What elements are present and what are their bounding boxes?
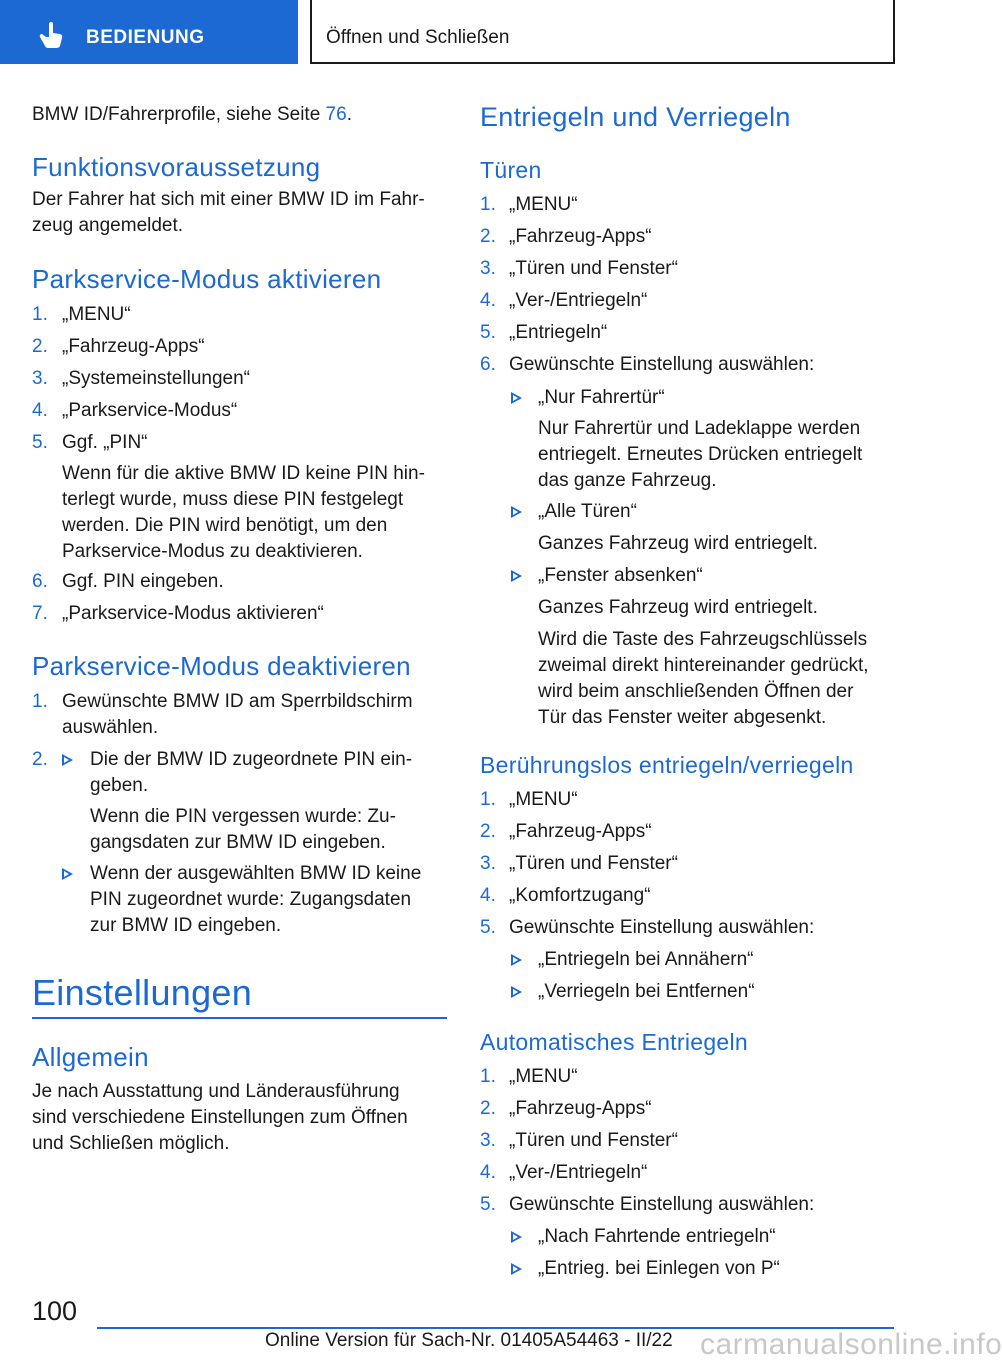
step-text: „MENU“	[509, 789, 578, 810]
heading-tueren: Türen	[480, 157, 542, 183]
step-number: 4.	[480, 1162, 496, 1183]
allgemein-line: und Schließen möglich.	[32, 1133, 230, 1154]
option-text: „Entrieg. bei Einlegen von P“	[538, 1258, 780, 1279]
step-number: 3.	[480, 853, 496, 874]
step-number: 1.	[32, 691, 48, 712]
step-text: „Ver-/Entriegeln“	[509, 290, 648, 311]
option-note: das ganze Fahrzeug.	[538, 470, 717, 491]
bullet-text: Die der BMW ID zugeordnete PIN ein-	[90, 749, 413, 770]
step-text: Ggf. PIN eingeben.	[62, 571, 224, 592]
bullet-triangle-icon	[511, 392, 522, 404]
heading-beruehrungslos: Berührungslos entriegeln/verriegeln	[480, 752, 854, 778]
step-text: Gewünschte BMW ID am Sperrbildschirm	[62, 691, 413, 712]
bullet-triangle-icon	[511, 986, 522, 998]
bullet-text: PIN zugeordnet wurde: Zugangsdaten	[90, 889, 412, 910]
allgemein-line: Je nach Ausstattung und Länderausführung	[32, 1081, 400, 1102]
step-number: 3.	[480, 1130, 496, 1151]
intro-paragraph: BMW ID/Fahrerprofile, siehe Seite 76.	[32, 104, 352, 125]
note-line: Wenn für die aktive BMW ID keine PIN hin-	[62, 463, 425, 484]
option-note: Wird die Taste des Fahrzeugschlüssels	[538, 629, 868, 650]
chapter-title: Öffnen und Schließen	[326, 27, 510, 48]
watermark: carmanualsonline.info	[700, 1328, 1002, 1361]
funktion-line-2: zeug angemeldet.	[32, 215, 184, 236]
step-number: 4.	[480, 290, 496, 311]
note-line: Parkservice-Modus zu deaktivieren.	[62, 541, 363, 562]
bullet-triangle-icon	[62, 754, 73, 766]
option-note: Ganzes Fahrzeug wird entriegelt.	[538, 597, 818, 618]
heading-entriegeln-verriegeln: Entriegeln und Verriegeln	[480, 102, 791, 132]
step-text: „Ver-/Entriegeln“	[509, 1162, 648, 1183]
bullet-triangle-icon	[511, 1231, 522, 1243]
option-note: Ganzes Fahrzeug wird entriegelt.	[538, 533, 818, 554]
step-text: Ggf. „PIN“	[62, 432, 148, 453]
heading-allgemein: Allgemein	[32, 1042, 149, 1072]
bullet-triangle-icon	[511, 506, 522, 518]
step-text: „Systemeinstellungen“	[62, 368, 250, 389]
funktion-line-1: Der Fahrer hat sich mit einer BMW ID im Fahr-	[32, 189, 425, 210]
heading-automatisch: Automatisches Entriegeln	[480, 1029, 749, 1055]
step-number: 5.	[480, 917, 496, 938]
step-number: 6.	[32, 571, 48, 592]
step-number: 1.	[480, 1066, 496, 1087]
chapter-header	[310, 0, 895, 64]
option-text: „Nach Fahrtende entriegeln“	[538, 1226, 776, 1247]
step-text: „Fahrzeug-Apps“	[509, 1098, 652, 1119]
option-text: „Nur Fahrertür“	[538, 387, 665, 408]
step-text: „Fahrzeug-Apps“	[509, 226, 652, 247]
heading-einstellungen: Einstellungen	[32, 972, 253, 1013]
step-number: 7.	[32, 603, 48, 624]
step-number: 5.	[32, 432, 48, 453]
bullet-triangle-icon	[511, 954, 522, 966]
note-line: werden. Die PIN wird benötigt, um den	[62, 515, 388, 536]
option-text: „Fenster absenken“	[538, 565, 703, 586]
bullet-triangle-icon	[511, 1263, 522, 1275]
option-note: Nur Fahrertür und Ladeklappe werden	[538, 418, 861, 439]
step-text: „Komfortzugang“	[509, 885, 651, 906]
step-text: „Türen und Fenster“	[509, 258, 678, 279]
step-text: „Parkservice-Modus aktivieren“	[62, 603, 324, 624]
section-tab	[0, 0, 298, 64]
step-text: Gewünschte Einstellung auswählen:	[509, 1194, 815, 1215]
bullet-text: zur BMW ID eingeben.	[90, 915, 282, 936]
step-text: „Entriegeln“	[509, 322, 608, 343]
heading-funktionsvoraussetzung: Funktionsvoraussetzung	[32, 152, 321, 182]
step-number: 2.	[480, 1098, 496, 1119]
step-text: Gewünschte Einstellung auswählen:	[509, 354, 815, 375]
step-text: Gewünschte Einstellung auswählen:	[509, 917, 815, 938]
step-text: „MENU“	[62, 304, 131, 325]
step-number: 1.	[32, 304, 48, 325]
step-number: 2.	[480, 226, 496, 247]
option-note: zweimal direkt hintereinander gedrückt,	[538, 655, 869, 676]
bullet-note: gangsdaten zur BMW ID eingeben.	[90, 832, 386, 853]
option-note: Tür das Fenster weiter abgesenkt.	[538, 707, 827, 728]
option-text: „Entriegeln bei Annähern“	[538, 949, 754, 970]
step-number: 5.	[480, 1194, 496, 1215]
step-number: 4.	[480, 885, 496, 906]
heading-parkservice-deaktivieren: Parkservice-Modus deaktivieren	[32, 651, 411, 681]
section-label: BEDIENUNG	[86, 27, 205, 48]
option-text: „Alle Türen“	[538, 501, 637, 522]
step-number: 1.	[480, 194, 496, 215]
step-number: 4.	[32, 400, 48, 421]
heading-rule	[32, 1017, 447, 1019]
bullet-note: Wenn die PIN vergessen wurde: Zu-	[90, 806, 396, 827]
note-line: terlegt wurde, muss diese PIN festgelegt	[62, 489, 404, 510]
bullet-triangle-icon	[511, 570, 522, 582]
hand-pointer-icon	[36, 20, 66, 50]
step-number: 2.	[32, 749, 48, 770]
step-text: „Fahrzeug-Apps“	[509, 821, 652, 842]
option-text: „Verriegeln bei Entfernen“	[538, 981, 755, 1002]
option-note: wird beim anschließenden Öffnen der	[538, 681, 854, 702]
step-text: „Türen und Fenster“	[509, 1130, 678, 1151]
step-number: 3.	[480, 258, 496, 279]
step-number: 3.	[32, 368, 48, 389]
footer-version: Online Version für Sach-Nr. 01405A54463 - II/22	[265, 1330, 673, 1351]
option-note: entriegelt. Erneutes Drücken entriegelt	[538, 444, 863, 465]
step-number: 5.	[480, 322, 496, 343]
bullet-triangle-icon	[62, 868, 73, 880]
step-number: 2.	[32, 336, 48, 357]
step-text: „MENU“	[509, 194, 578, 215]
step-text: auswählen.	[62, 717, 159, 738]
step-text: „Türen und Fenster“	[509, 853, 678, 874]
heading-parkservice-aktivieren: Parkservice-Modus aktivieren	[32, 264, 382, 294]
step-text: „Fahrzeug-Apps“	[62, 336, 205, 357]
bullet-text: geben.	[90, 775, 149, 796]
bullet-text: Wenn der ausgewählten BMW ID keine	[90, 863, 422, 884]
step-number: 2.	[480, 821, 496, 842]
step-text: „Parkservice-Modus“	[62, 400, 238, 421]
step-text: „MENU“	[509, 1066, 578, 1087]
allgemein-line: sind verschiedene Einstellungen zum Öffnen	[32, 1107, 408, 1128]
page-number: 100	[32, 1296, 78, 1326]
step-number: 1.	[480, 789, 496, 810]
step-number: 6.	[480, 354, 496, 375]
page-link[interactable]: 76	[325, 104, 347, 125]
